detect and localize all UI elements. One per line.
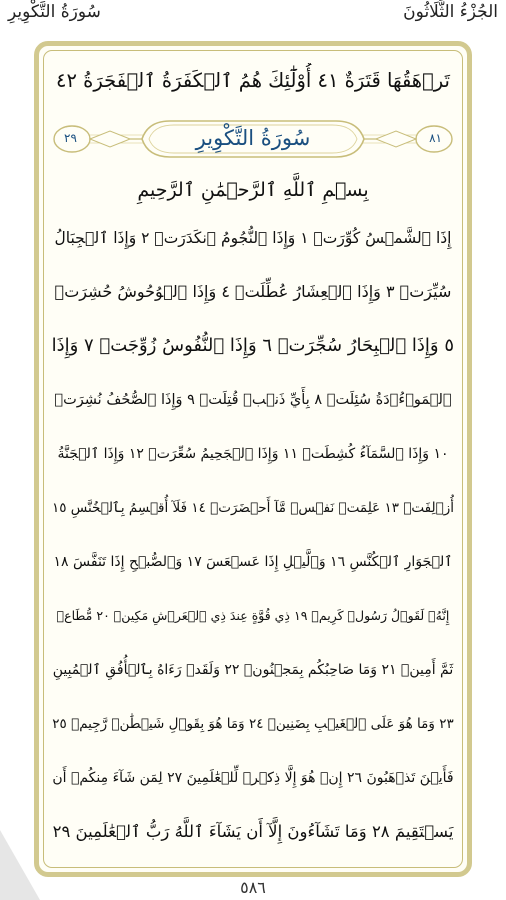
verse-line: فَأَيۡنَ تَذۡهَبُونَ ٢٦ إِنۡ هُوَ إِلَّا ذِكۡرٞ لِّلۡعَٰلَمِينَ ٢٧ لِمَن شَآءَ مِنكُمۡ أَن	[52, 770, 454, 786]
verse-line: ١٠ وَإِذَا ٱلسَّمَآءُ كُشِطَتۡ ١١ وَإِذَا ٱلۡجَحِيمُ سُعِّرَتۡ ١٢ وَإِذَا ٱلۡجَنَّةُ	[57, 446, 449, 462]
running-header-juz: الجُزْءُ الثَّلَاثُونَ	[403, 2, 498, 22]
verse-line-top: تَرۡهَقُهَا قَتَرَةٌ ٤١ أُوْلَٰٓئِكَ هُمُ ٱلۡكَفَرَةُ ٱلۡفَجَرَةُ ٤٢	[56, 69, 450, 92]
verse-line: يَسۡتَقِيمَ ٢٨ وَمَا تَشَآءُونَ إِلَّآ أَن يَشَآءَ ٱللَّهُ رَبُّ ٱلۡعَٰلَمِينَ ٢٩	[52, 822, 454, 841]
verse-line: ثَمَّ أَمِينٖ ٢١ وَمَا صَاحِبُكُم بِمَجۡنُونٖ ٢٢ وَلَقَدۡ رَءَاهُ بِٱلۡأُفُقِ ٱلۡمُبِينِ	[52, 662, 454, 678]
verse-line: إِذَا ٱلشَّمۡسُ كُوِّرَتۡ ١ وَإِذَا ٱلنُّجُومُ ٱنكَدَرَتۡ ٢ وَإِذَا ٱلۡجِبَالُ	[54, 229, 452, 247]
surah-banner	[50, 107, 456, 171]
verse-line: ٥ وَإِذَا ٱلۡبِحَارُ سُجِّرَتۡ ٦ وَإِذَا ٱلنُّفُوسُ زُوِّجَتۡ ٧ وَإِذَا	[52, 335, 454, 356]
basmala: بِسۡمِ ٱللَّهِ ٱلرَّحۡمَٰنِ ٱلرَّحِيمِ	[137, 179, 369, 201]
verse-line: ٱلۡمَوۡءُۥدَةُ سُئِلَتۡ ٨ بِأَيِّ ذَنۢبٖ قُتِلَتۡ ٩ وَإِذَا ٱلصُّحُفُ نُشِرَتۡ	[54, 392, 452, 408]
page-number: ٥٨٦	[240, 878, 266, 897]
surah-title: سُورَةُ التَّكْوِيرِ	[195, 126, 311, 150]
verse-line: ٢٣ وَمَا هُوَ عَلَى ٱلۡغَيۡبِ بِضَنِينٖ ٢٤ وَمَا هُوَ بِقَوۡلِ شَيۡطَٰنٖ رَّجِيمٖ ٢٥	[52, 716, 454, 732]
verse-line: ٱلۡجَوَارِ ٱلۡكُنَّسِ ١٦ وَٱلَّيۡلِ إِذَا عَسۡعَسَ ١٧ وَٱلصُّبۡحِ إِذَا تَنَفَّسَ ١٨	[53, 554, 453, 570]
running-header-surah: سُورَةُ التَّكْوِيرِ	[8, 2, 101, 22]
verse-line: سُيِّرَتۡ ٣ وَإِذَا ٱلۡعِشَارُ عُطِّلَتۡ ٤ وَإِذَا ٱلۡوُحُوشُ حُشِرَتۡ	[54, 282, 452, 301]
verse-line: إِنَّهُۥ لَقَوۡلُ رَسُولٖ كَرِيمٖ ١٩ ذِي قُوَّةٍ عِندَ ذِي ٱلۡعَرۡشِ مَكِينٖ ٢٠ مُّطَاعٖ	[56, 608, 450, 623]
surah-verse-count: ٢٩	[64, 131, 77, 145]
verse-line: أُزۡلِفَتۡ ١٣ عَلِمَتۡ نَفۡسٞ مَّآ أَحۡضَرَتۡ ١٤ فَلَآ أُقۡسِمُ بِٱلۡخُنَّسِ ١٥	[52, 500, 454, 516]
surah-order-number: ٨١	[429, 131, 442, 145]
